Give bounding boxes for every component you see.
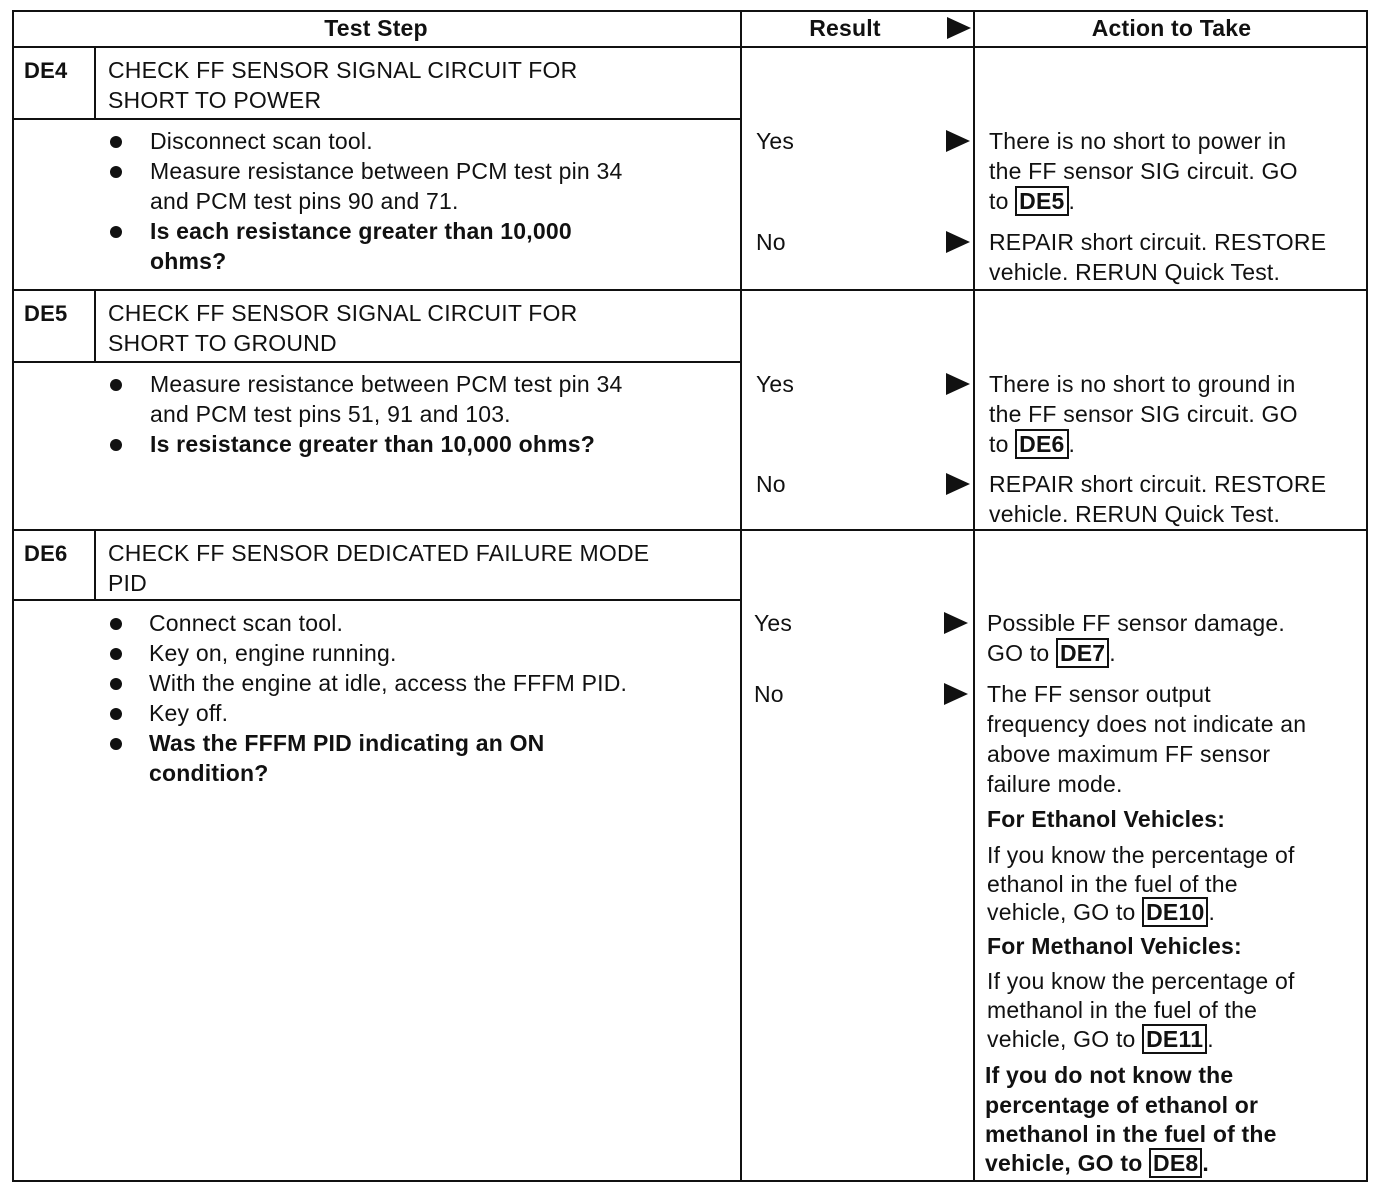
unknown-text: vehicle, GO to DE8 . [985,1150,1209,1176]
bullet-question: Is resistance greater than 10,000 ohms? [150,431,596,457]
step-title-line: PID [108,570,147,596]
action-text: to DE5 . [989,188,1076,214]
step-title-line: SHORT TO POWER [108,87,322,113]
action-text: above maximum FF sensor [987,741,1271,767]
bullet-icon [110,648,122,660]
bullet-text: and PCM test pins 90 and 71. [150,188,459,214]
result-no: No [756,471,786,497]
diagnostic-table [12,10,1368,1182]
arrow-icon [946,231,970,253]
bullet-text: Key off. [149,700,229,726]
action-text: If you know the percentage of [987,968,1295,994]
id-divider [94,529,96,601]
action-text: REPAIR short circuit. RESTORE [989,229,1327,255]
col-divider-result [973,10,975,1182]
action-text: vehicle, GO to DE10 . [987,899,1216,925]
bullet-question: Was the FFFM PID indicating an ON [149,730,545,756]
title-underline [12,599,742,601]
action-text: ethanol in the fuel of the [987,871,1238,897]
bullet-text: Measure resistance between PCM test pin 34 [150,158,623,184]
action-text: The FF sensor output [987,681,1211,707]
arrow-icon [946,373,970,395]
header-action: Action to Take [1091,15,1252,41]
bullet-text: Measure resistance between PCM test pin 34 [150,371,623,397]
step-ref-box[interactable]: DE6 [1015,429,1068,459]
action-text: There is no short to ground in [989,371,1296,397]
header-result: Result [809,15,881,41]
bullet-question: ohms? [150,248,227,274]
action-text: methanol in the fuel of the [987,997,1258,1023]
bullet-question: condition? [149,760,269,786]
action-text: GO to DE7 . [987,640,1116,666]
step-id: DE5 [24,301,68,326]
bullet-icon [110,678,122,690]
row-divider [12,529,1368,531]
col-divider-teststep [740,10,742,1182]
step-title-line: CHECK FF SENSOR SIGNAL CIRCUIT FOR [108,300,578,326]
table-left-border [12,10,14,1182]
bullet-icon [110,708,122,720]
step-title-line: SHORT TO GROUND [108,330,337,356]
action-text: frequency does not indicate an [987,711,1307,737]
step-ref-box[interactable]: DE7 [1056,638,1109,668]
arrow-icon [946,473,970,495]
id-divider [94,289,96,363]
action-text: REPAIR short circuit. RESTORE [989,471,1327,497]
step-ref-box[interactable]: DE11 [1142,1024,1207,1054]
bullet-text: and PCM test pins 51, 91 and 103. [150,401,511,427]
bullet-icon [110,738,122,750]
action-text: If you know the percentage of [987,842,1295,868]
bullet-text: Key on, engine running. [149,640,397,666]
arrow-icon [944,683,968,705]
title-underline [12,118,742,120]
bullet-icon [110,166,122,178]
ethanol-heading: For Ethanol Vehicles: [987,806,1226,832]
result-no: No [756,229,786,255]
action-text: There is no short to power in [989,128,1287,154]
action-text: vehicle. RERUN Quick Test. [989,501,1281,527]
id-divider [94,46,96,120]
arrow-icon [946,130,970,152]
action-text: the FF sensor SIG circuit. GO [989,401,1298,427]
bullet-icon [110,439,122,451]
table-top-border [12,10,1368,12]
bullet-icon [110,379,122,391]
header-bottom-border [12,46,1368,48]
title-underline [12,361,742,363]
action-text: Possible FF sensor damage. [987,610,1285,636]
step-ref-box[interactable]: DE8 [1149,1148,1202,1178]
step-ref-box[interactable]: DE5 [1015,186,1068,216]
unknown-text: methanol in the fuel of the [985,1121,1277,1147]
row-divider [12,289,1368,291]
action-text: vehicle, GO to DE11 . [987,1026,1214,1052]
unknown-text: If you do not know the [985,1062,1234,1088]
result-yes: Yes [756,128,795,154]
methanol-heading: For Methanol Vehicles: [987,933,1242,959]
bullet-text: With the engine at idle, access the FFFM PID. [149,670,628,696]
result-yes: Yes [754,610,793,636]
bullet-text: Disconnect scan tool. [150,128,373,154]
table-right-border [1366,10,1368,1182]
header-arrow-icon [947,17,971,39]
action-text: the FF sensor SIG circuit. GO [989,158,1298,184]
step-id: DE6 [24,541,68,566]
step-id: DE4 [24,58,68,83]
bullet-icon [110,618,122,630]
header-test-step: Test Step [324,15,428,41]
table-bottom-border [12,1180,1368,1182]
bullet-icon [110,226,122,238]
arrow-icon [944,612,968,634]
action-text: failure mode. [987,771,1123,797]
result-yes: Yes [756,371,795,397]
step-title-line: CHECK FF SENSOR DEDICATED FAILURE MODE [108,540,650,566]
bullet-icon [110,136,122,148]
result-no: No [754,681,784,707]
action-text: vehicle. RERUN Quick Test. [989,259,1281,285]
step-ref-box[interactable]: DE10 [1142,897,1208,927]
unknown-text: percentage of ethanol or [985,1092,1259,1118]
bullet-question: Is each resistance greater than 10,000 [150,218,572,244]
step-title-line: CHECK FF SENSOR SIGNAL CIRCUIT FOR [108,57,578,83]
action-text: to DE6 . [989,431,1076,457]
bullet-text: Connect scan tool. [149,610,344,636]
